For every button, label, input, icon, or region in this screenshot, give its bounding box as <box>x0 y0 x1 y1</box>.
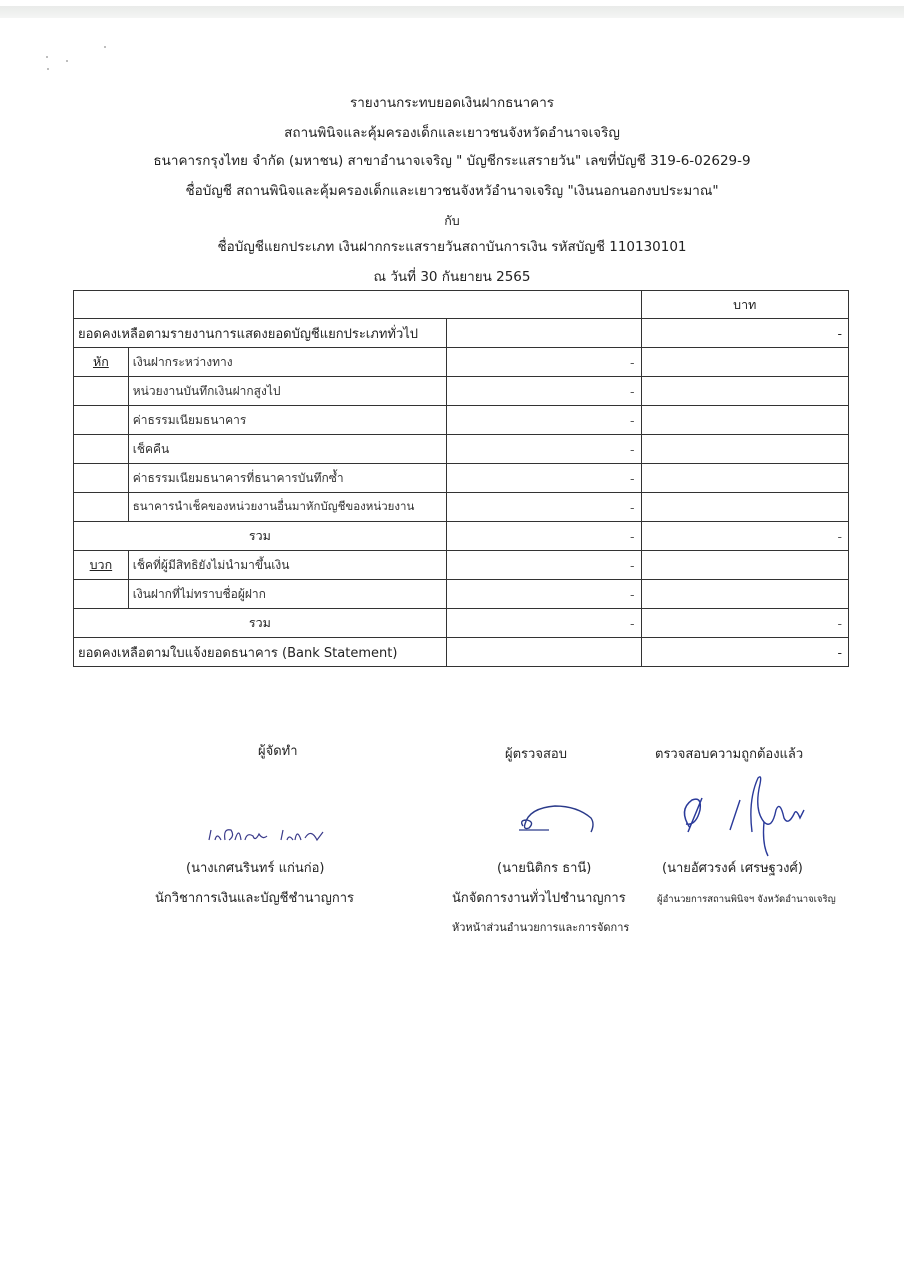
reviewer-name: (นายนิติกร ธานี) <box>497 861 592 876</box>
report-title: รายงานกระทบยอดเงินฝากธนาคาร <box>349 95 555 111</box>
deduct-item-label: เช็คคืน <box>128 435 446 464</box>
sub-account-line: ชื่อบัญชีแยกประเภท เงินฝากกระแสรายวันสถาบันการเงิน รหัสบัญชี 110130101 <box>217 239 687 255</box>
table-row <box>74 406 849 435</box>
approver-position: ผู้อำนวยการสถานพินิจฯ จังหวัดอำนาจเจริญ <box>657 894 836 905</box>
report-date: ณ วันที่ 30 กันยายน 2565 <box>373 269 531 285</box>
add-item-label: เงินฝากที่ไม่ทราบชื่อผู้ฝาก <box>128 580 446 609</box>
account-name-line: ชื่อบัญชี สถานพินิจและคุ้มครองเด็กและเยาวชนจังหวัอำนาจเจริญ "เงินนอกนอกงบประมาณ" <box>185 183 719 199</box>
preparer-role: ผู้จัดทำ <box>258 744 298 759</box>
deduct-item-value: - <box>446 464 641 493</box>
approver-role: ตรวจสอบความถูกต้องแล้ว <box>655 747 804 762</box>
reconciliation-table <box>73 290 849 667</box>
deduct-item-label: ค่าธรรมเนียมธนาคารที่ธนาคารบันทึกซ้ำ <box>128 464 446 493</box>
deduct-total-row <box>74 522 849 551</box>
add-total-label: รวม <box>74 609 447 638</box>
table-row <box>74 551 849 580</box>
approver-name: (นายอัศวรงค์ เศรษฐวงศ์) <box>662 861 803 876</box>
deduct-item-value: - <box>446 406 641 435</box>
add-item-value: - <box>446 580 641 609</box>
table-row <box>74 493 849 522</box>
add-total-row <box>74 609 849 638</box>
table-row <box>74 348 849 377</box>
deduct-keyword: หัก <box>74 348 129 377</box>
preparer-name: (นางเกศนรินทร์ แก่นก่อ) <box>186 861 325 876</box>
scan-speck <box>46 56 48 58</box>
closing-balance-label: ยอดคงเหลือตามใบแจ้งยอดธนาคาร (Bank Statement) <box>74 638 447 667</box>
deduct-total-label: รวม <box>74 522 447 551</box>
scan-speck <box>66 60 68 62</box>
preparer-position: นักวิชาการเงินและบัญชีชำนาญการ <box>155 891 355 906</box>
deduct-item-label: เงินฝากระหว่างทาง <box>128 348 446 377</box>
deduct-item-value: - <box>446 435 641 464</box>
deduct-item-label: ค่าธรรมเนียมธนาคาร <box>128 406 446 435</box>
add-item-value: - <box>446 551 641 580</box>
deduct-item-label: ธนาคารนำเช็คของหน่วยงานอื่นมาหักบัญชีของหน่วยงาน <box>128 493 446 522</box>
approver-signature <box>668 770 838 860</box>
closing-balance-value: - <box>641 638 848 667</box>
table-row <box>74 464 849 493</box>
deduct-item-value: - <box>446 348 641 377</box>
add-total-value: - <box>446 609 641 638</box>
opening-balance-row <box>74 319 849 348</box>
bank-account-line: ธนาคารกรุงไทย จำกัด (มหาชน) สาขาอำนาจเจริญ " บัญชีกระแสรายวัน" เลขที่บัญชี 319-6-02629-9 <box>153 153 751 169</box>
table-row <box>74 435 849 464</box>
scan-speck <box>104 46 106 48</box>
currency-header: บาท <box>641 291 848 319</box>
deduct-item-value: - <box>446 377 641 406</box>
table-row <box>74 377 849 406</box>
closing-balance-row <box>74 638 849 667</box>
add-keyword: บวก <box>74 551 129 580</box>
add-total-result: - <box>641 609 848 638</box>
agency-name: สถานพินิจและคุ้มครองเด็กและเยาวชนจังหวัดอำนาจเจริญ <box>284 125 620 141</box>
reviewer-role: ผู้ตรวจสอบ <box>505 747 567 762</box>
deduct-total-value: - <box>446 522 641 551</box>
reviewer-signature <box>515 800 605 840</box>
with-label: กับ <box>444 213 460 228</box>
scan-speck <box>47 68 49 70</box>
deduct-item-value: - <box>446 493 641 522</box>
table-row <box>74 580 849 609</box>
deduct-total-result: - <box>641 522 848 551</box>
table-header-row <box>74 291 849 319</box>
deduct-item-label: หน่วยงานบันทึกเงินฝากสูงไป <box>128 377 446 406</box>
add-item-label: เช็คที่ผู้มีสิทธิยังไม่นำมาขึ้นเงิน <box>128 551 446 580</box>
opening-balance-value: - <box>641 319 848 348</box>
opening-balance-label: ยอดคงเหลือตามรายงานการแสดงยอดบัญชีแยกประเภททั่วไป <box>74 319 447 348</box>
reviewer-position-2: หัวหน้าส่วนอำนวยการและการจัดการ <box>452 921 630 934</box>
preparer-signature <box>205 818 335 848</box>
scan-edge-bar <box>0 6 904 18</box>
reviewer-position: นักจัดการงานทั่วไปชำนาญการ <box>452 891 626 906</box>
